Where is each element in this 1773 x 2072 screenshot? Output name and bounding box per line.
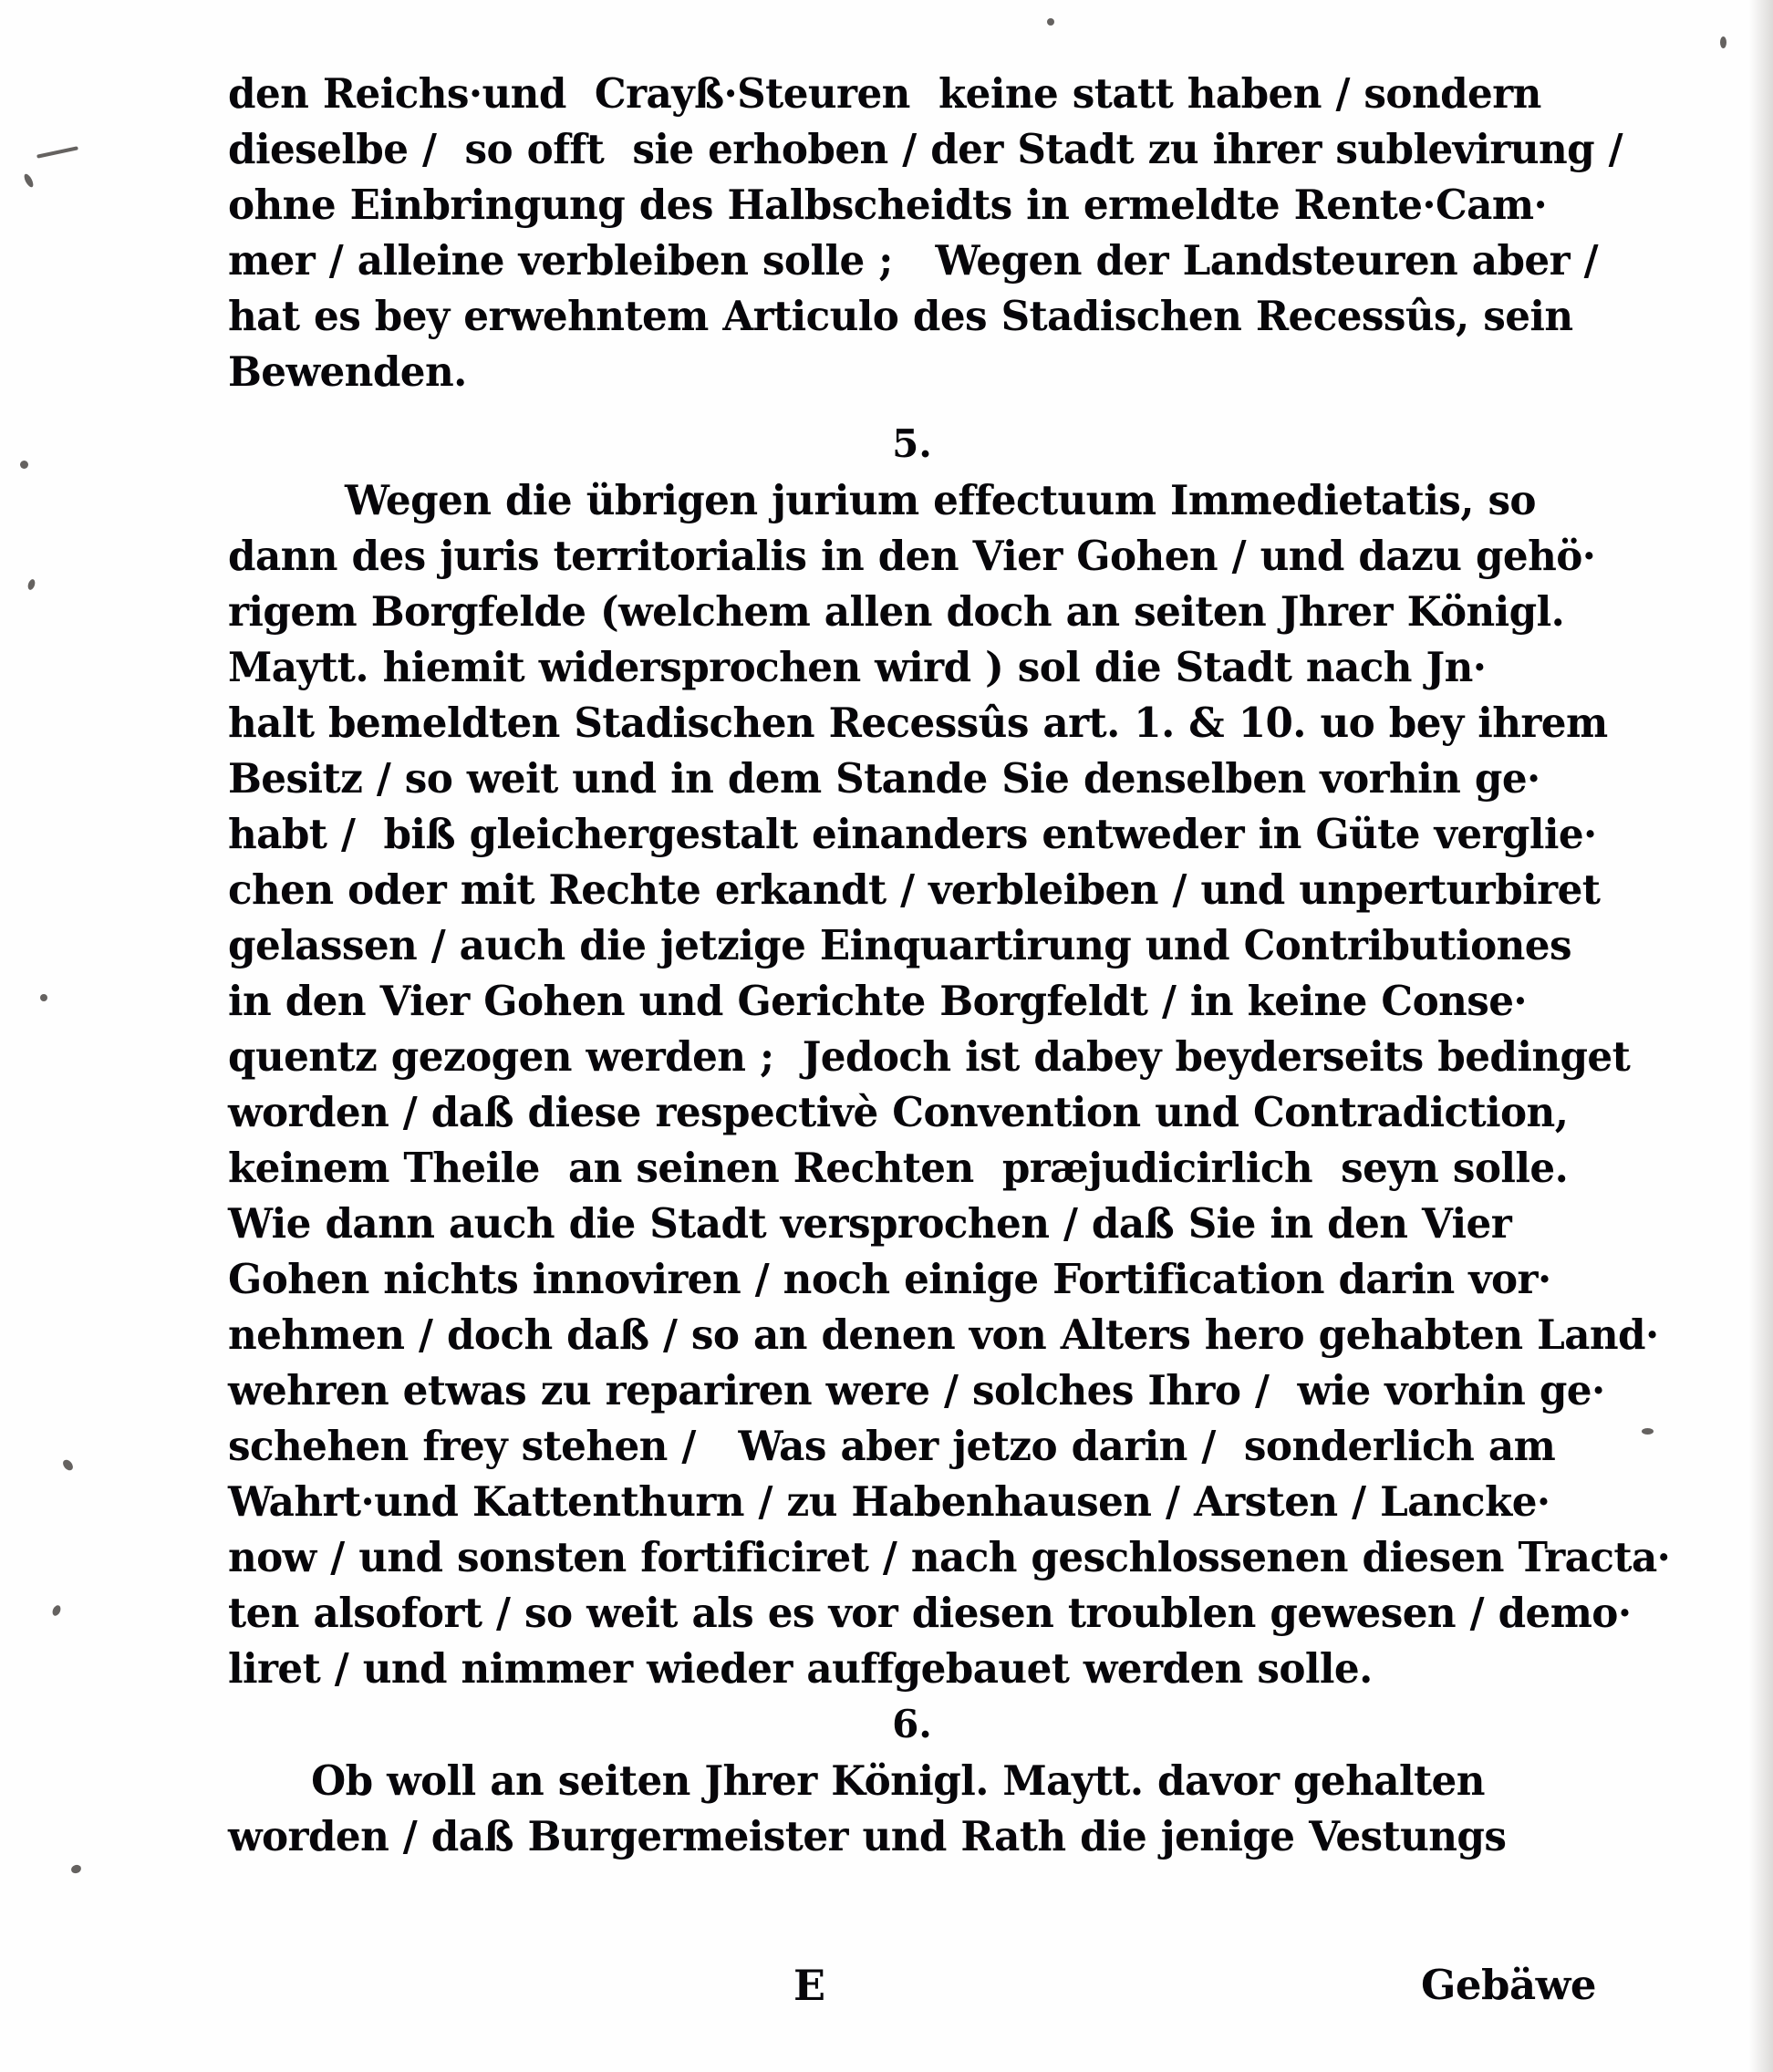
text-line: Wie dann auch die Stadt versprochen / daß Sie in den Vier	[228, 1199, 1512, 1248]
scan-speck	[1642, 1428, 1654, 1435]
text-line: hat es bey erwehntem Articulo des Stadischen Recessûs, sein	[228, 292, 1573, 340]
section-6	[228, 1696, 1596, 1864]
catchword: Gebäwe	[1420, 1961, 1596, 2009]
text-line: Besitz / so weit und in dem Stande Sie denselben vorhin ge·	[228, 754, 1540, 803]
text-line: habt / biß gleichergestalt einanders entweder in Güte verglie·	[228, 810, 1597, 858]
scan-speck	[70, 1864, 82, 1875]
text-line: rigem Borgfelde (welchem allen doch an seiten Jhrer Königl.	[228, 587, 1565, 636]
text-line: schehen frey stehen / Was aber jetzo darin / sonderlich am	[228, 1422, 1556, 1470]
scan-speck	[26, 578, 36, 591]
scan-speck	[20, 461, 28, 469]
text-line: Maytt. hiemit widersprochen wird ) sol die Stadt nach Jn·	[228, 643, 1487, 691]
scan-speck	[1047, 18, 1054, 26]
scan-speck	[1720, 36, 1726, 48]
paragraph-gap	[228, 399, 1596, 416]
page-edge-shadow	[1749, 0, 1773, 2072]
page-text-block	[228, 66, 1671, 1864]
text-line: wehren etwas zu repariren were / solches Ihro / wie vorhin ge·	[228, 1366, 1605, 1414]
scan-speck	[61, 1458, 75, 1473]
text-line: Gohen nichts innoviren / noch einige Fortification darin vor·	[228, 1255, 1551, 1303]
text-line: Bewenden.	[228, 347, 467, 396]
text-line: worden / daß diese respectivè Convention und Contradiction,	[228, 1088, 1569, 1136]
scan-speck	[40, 994, 47, 1001]
text-line: den Reichs·und Crayß·Steuren keine statt haben / sondern	[228, 69, 1541, 118]
text-line: ten alsofort / so weit als es vor diesen troublen gewesen / demo·	[228, 1589, 1632, 1637]
text-line: Wahrt·und Kattenthurn / zu Habenhausen / Arsten / Lancke·	[228, 1477, 1550, 1526]
section-5	[228, 416, 1671, 1696]
section-number: 5.	[892, 421, 932, 466]
scan-speck	[36, 146, 78, 158]
text-line: in den Vier Gohen und Gerichte Borgfeldt / in keine Conse·	[228, 977, 1528, 1025]
text-line: worden / daß Burgermeister und Rath die jenige Vestungs	[228, 1812, 1507, 1860]
scan-speck	[23, 172, 36, 188]
page-footer	[228, 1961, 1596, 2010]
text-line: gelassen / auch die jetzige Einquartirung und Contributiones	[228, 921, 1571, 969]
scan-speck	[51, 1604, 62, 1617]
text-line: dann des juris territorialis in den Vier Gohen / und dazu gehö·	[228, 532, 1596, 580]
signature-mark: E	[793, 1961, 826, 2010]
text-line: nehmen / doch daß / so an denen von Alters hero gehabten Land·	[228, 1311, 1659, 1359]
text-line: ohne Einbringung des Halbscheidts in ermeldte Rente·Cam·	[228, 181, 1548, 229]
text-line: Wegen die übrigen jurium effectuum Immedietatis, so	[345, 476, 1536, 524]
continued-paragraph	[228, 66, 1623, 399]
text-line: chen oder mit Rechte erkandt / verbleiben / und unperturbiret	[228, 865, 1601, 914]
text-line: Ob woll an seiten Jhrer Königl. Maytt. davor gehalten	[311, 1756, 1485, 1805]
text-line: now / und sonsten fortificiret / nach geschlossenen diesen Tracta·	[228, 1533, 1671, 1581]
text-line: mer / alleine verbleiben solle ; Wegen der Landsteuren aber /	[228, 236, 1598, 285]
text-line: halt bemeldten Stadischen Recessûs art. 1. & 10. uo bey ihrem	[228, 699, 1608, 747]
text-line: dieselbe / so offt sie erhoben / der Stadt zu ihrer sublevirung /	[228, 125, 1623, 173]
text-line: quentz gezogen werden ; Jedoch ist dabey beyderseits bedinget	[228, 1032, 1631, 1081]
text-line: liret / und nimmer wieder auffgebauet werden solle.	[228, 1644, 1373, 1693]
text-line: keinem Theile an seinen Rechten præjudicirlich seyn solle.	[228, 1144, 1569, 1192]
section-number: 6.	[892, 1702, 932, 1746]
